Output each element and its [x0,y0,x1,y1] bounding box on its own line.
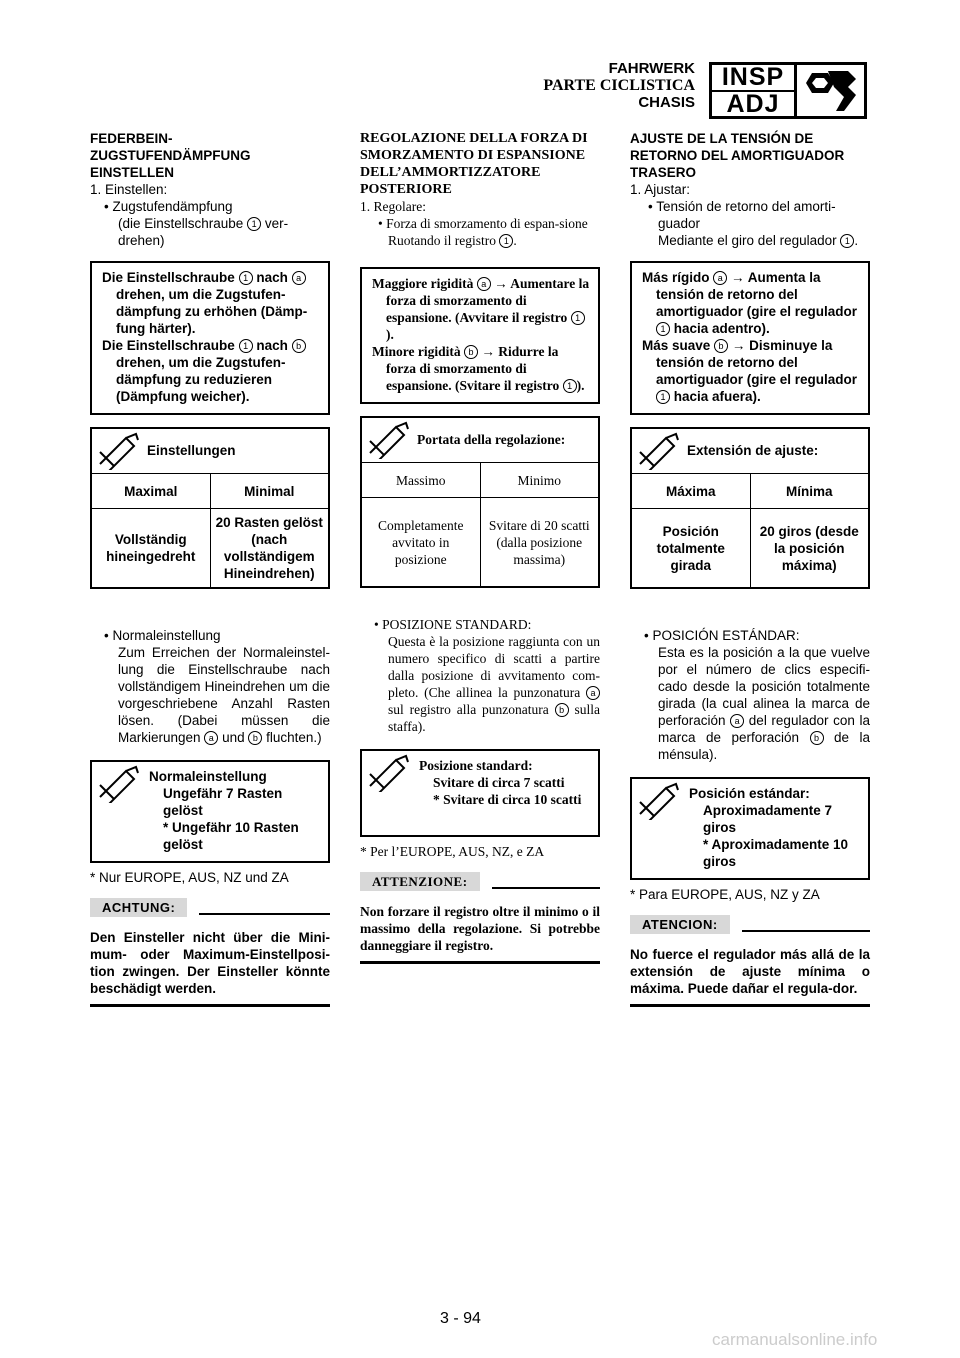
it-table-h2: Minimo [480,463,599,498]
pencil-spec-icon [636,432,684,470]
badge-adj: ADJ [712,90,794,117]
es-footnote: * Para EUROPE, AUS, NZ y ZA [630,887,820,902]
es-table-h1: Máxima [632,474,750,509]
de-step: 1. Einstellen: [90,182,168,197]
it-table-v2: Svitare di 20 scatti (dalla posizione massima) [480,498,599,586]
it-table-label: Portata della regolazione: [417,432,566,447]
de-table-v2: 20 Rasten gelöst (nach vollständigem Hineindrehen) [210,509,329,587]
header-title-de: FAHRWERK [608,60,695,77]
de-standard-box: Normaleinstellung Ungefähr 7 Rasten gelöst * Ungefähr 10 Rasten gelöst [90,760,330,863]
de-title: FEDERBEIN- ZUGSTUFENDÄMPFUNG EINSTELLEN [90,131,251,180]
page-number: 3 - 94 [440,1310,481,1327]
watermark: carmanualsonline.info [712,1330,878,1349]
it-standard-box: Posizione standard: Svitare di circa 7 scatti * Svitare di circa 10 scatti [360,749,600,837]
it-info-box: Maggiore rigidità a → Aumentare la forza di smorzamento di espansione. (Avvitare il registro 1). Minore rigidità b → Ridurre la forza di smorzamento di espansione. (Svitare il registro 1 ). [360,267,600,404]
column-german [90,130,330,1007]
it-step: 1. Regolare: [360,199,426,214]
es-standard-box: Posición estándar: Aproximadamente 7 giros * Aproximadamente 10 giros [630,777,870,880]
de-footnote: * Nur EUROPE, AUS, NZ und ZA [90,870,289,885]
de-info-box: Die Einstellschraube 1 nach a drehen, um die Zugstufen-dämpfung zu erhöhen (Dämp-fung härter). Die Einstellschraube 1 nach b drehen, um die Zugstufen-dämpfung zu reduzieren (Dämpfung weicher). [90,261,330,415]
header-title-es: CHASIS [638,94,695,111]
it-footnote: * Per l’EUROPE, AUS, NZ, e ZA [360,844,545,859]
pencil-spec-icon [96,765,144,803]
badge-insp: INSP [721,63,785,91]
es-info-box: Más rígido a → Aumenta la tensión de retorno del amortiguador (gire el regulador 1 hacia adentro). Más suave b → Disminuye la tensión de retorno del amortiguador (gire el regulador 1 hacia afuera). [630,261,870,415]
it-title: REGOLAZIONE DELLA FORZA DI SMORZAMENTO DI ESPANSIONE DELL’AMMORTIZZATORE POSTERIORE [360,131,588,197]
es-table-v2: 20 giros (desde la posición máxima) [750,509,869,587]
pencil-spec-icon [366,754,414,792]
es-std-bullet: • POSICIÓN ESTÁNDAR: [644,628,800,643]
header-titles [543,60,695,111]
de-caution: ACHTUNG: Den Einsteller nicht über die Mini-mum- oder Maximum-Einstellposi-tion zwingen. Der Einsteller könnte beschädigt werden. [90,898,330,1007]
es-table-h2: Mínima [750,474,869,509]
de-settings-table [90,427,330,589]
es-bullet: • Tensión de retorno del amorti-guador [648,199,836,231]
es-std-text: Esta es la posición a la que vuelve por el número de clics especifi-cado desde la posición totalmente girada (la cual alinea la marca de perforación a del regulador con la marca de perforación b de la ménsula). [658,645,870,762]
pencil-spec-icon [366,421,414,459]
de-table-v1: Vollständig hineingedreht [106,532,196,564]
column-spanish [630,130,870,1007]
de-table-h2: Minimal [210,474,329,509]
de-sub: (die Einstellschraube 1 ver- drehen) [118,216,289,248]
es-sub: Mediante el giro del regulador 1 . [658,233,859,248]
es-caution: ATENCION: No fuerce el regulador más allá de la extensión de ajuste mínima o máxima. Puede dañar el regula-dor. [630,915,870,1007]
it-table-v1: Completamente avvitato in posizione [378,517,464,567]
de-table-h1: Maximal [92,474,210,509]
pencil-spec-icon [636,782,684,820]
pencil-spec-icon [96,432,144,470]
de-std-bullet: • Normaleinstellung [104,628,221,643]
es-title: AJUSTE DE LA TENSIÓN DE RETORNO DEL AMORTIGUADOR TRASERO [630,131,845,180]
header-title-it: PARTE CICLISTICA [543,77,695,94]
insp-adj-badge [709,62,867,119]
es-table-label: Extensión de ajuste: [687,443,819,458]
it-std-text: Questa è la posizione raggiunta con un numero specifico di scatti a partire dalla posizione di avvitamento com-pleto. (Che allinea la punzonatura a sul registro alla punzonatura b sulla staffa). [388,634,600,734]
it-std-bullet: • POSIZIONE STANDARD: [374,617,532,632]
es-step: 1. Ajustar: [630,182,691,197]
de-table-label: Einstellungen [147,443,236,458]
de-bullet: • Zugstufendämpfung [104,199,233,214]
it-sub: Ruotando il registro 1 . [388,233,517,248]
es-table-v1: Posición totalmente girada [656,523,725,573]
es-settings-table [630,427,870,589]
it-table-h1: Massimo [362,463,480,498]
de-std-text: Zum Erreichen der Normaleinstel-lung die Einstellschraube nach vollständigem Hineindrehen um die vorgeschriebene Anzahl Rasten lösen. (Dabei müssen die Markierungen a und b fluchten.) [118,645,330,745]
it-bullet: • Forza di smorzamento di espan-sione [378,216,588,231]
column-italian [360,130,600,964]
wrench-inspect-icon [798,67,862,115]
it-settings-table [360,416,600,588]
it-caution: ATTENZIONE: Non forzare il registro oltre il minimo o il massimo della regolazione. Si potrebbe danneggiare il registro. [360,872,600,964]
